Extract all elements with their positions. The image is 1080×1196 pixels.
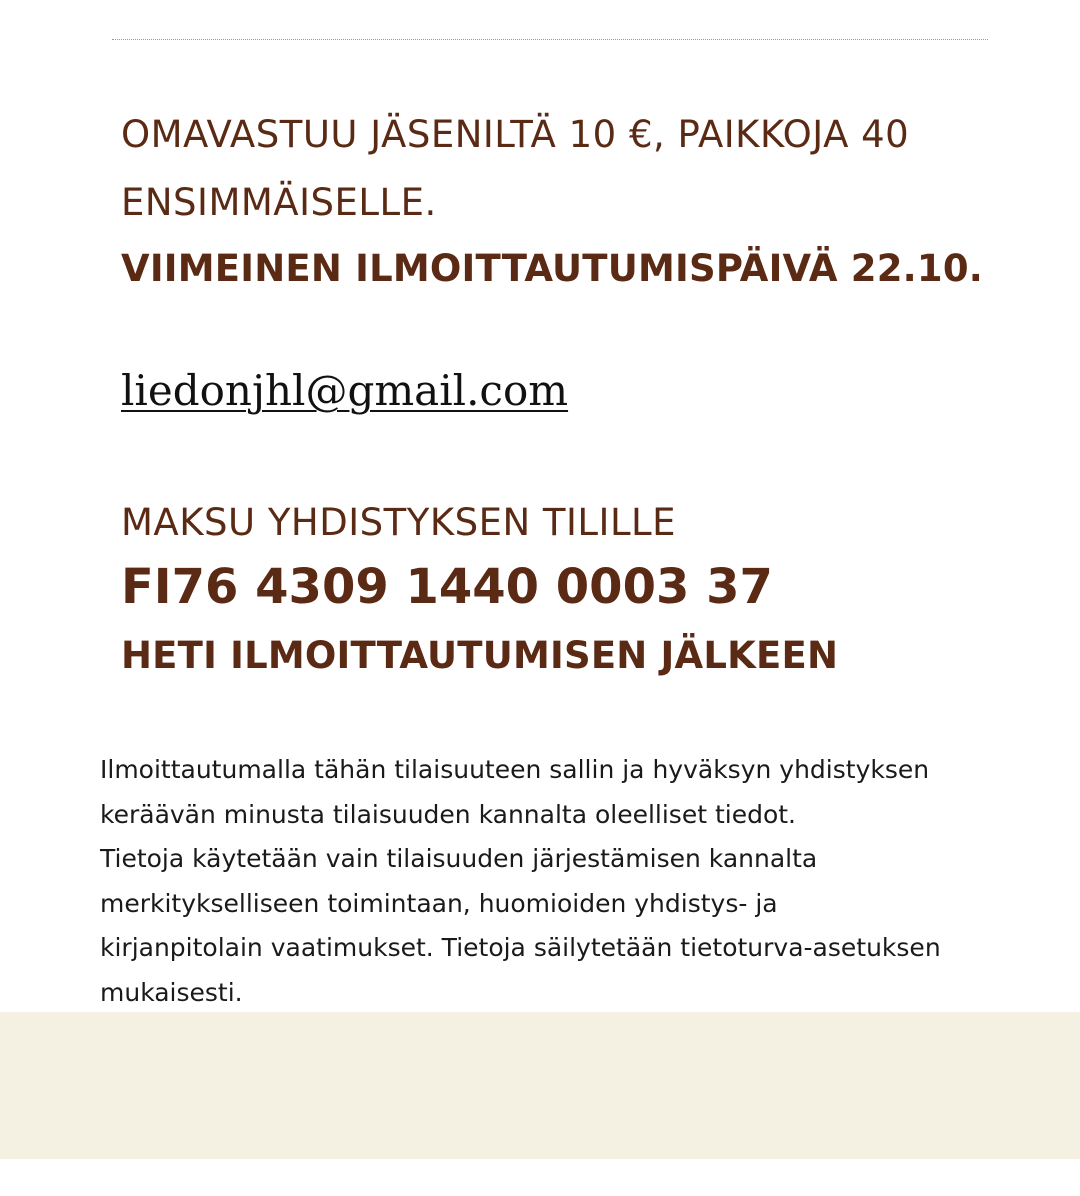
payment-timing-note: HETI ILMOITTAUTUMISEN JÄLKEEN	[121, 634, 839, 677]
privacy-notice-line: keräävän minusta tilaisuuden kannalta oleelliset tiedot.	[100, 799, 797, 829]
payment-label: MAKSU YHDISTYKSEN TILILLE	[121, 501, 677, 544]
privacy-notice-line: kirjanpitolain vaatimukset. Tietoja säilytetään tietoturva-asetuksen	[100, 933, 941, 962]
privacy-notice-line: merkitykselliseen toimintaan, huomioiden yhdistys- ja	[100, 888, 778, 918]
privacy-notice-line: Ilmoittautumalla tähän tilaisuuteen sallin ja hyväksyn yhdistyksen	[100, 755, 930, 784]
footer-band	[0, 1012, 1080, 1159]
privacy-notice	[100, 748, 1020, 1015]
registration-deadline: VIIMEINEN ILMOITTAUTUMISPÄIVÄ 22.10.	[121, 247, 984, 290]
bank-account-number: FI76 4309 1440 0003 37	[121, 559, 773, 615]
cost-and-seats-text: OMAVASTUU JÄSENILTÄ 10 €, PAIKKOJA 40	[121, 113, 910, 156]
email-link[interactable]: liedonjhl@gmail.com	[121, 366, 569, 415]
cost-and-seats-text-continued: ENSIMMÄISELLE.	[121, 181, 437, 224]
privacy-notice-line: Tietoja käytetään vain tilaisuuden järjestämisen kannalta	[100, 844, 818, 873]
privacy-notice-line: mukaisesti.	[100, 977, 243, 1007]
top-divider	[112, 39, 988, 40]
